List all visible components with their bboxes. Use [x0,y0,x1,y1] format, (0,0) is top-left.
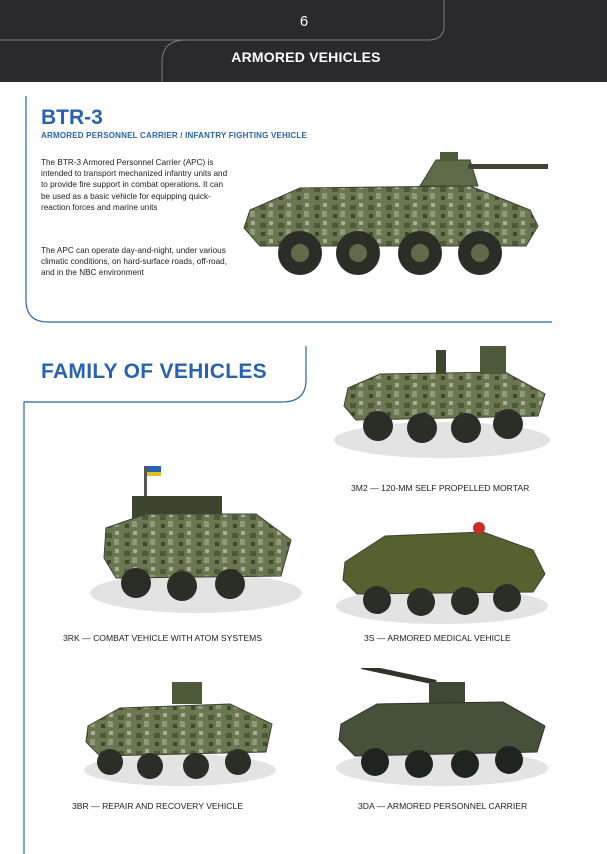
caption-mortar: 3M2 — 120-MM SELF PROPELLED MORTAR [351,483,530,493]
vehicle-title: BTR-3 [41,106,103,129]
vehicle-subtitle: ARMORED PERSONNEL CARRIER / INFANTRY FIGHTING VEHICLE [41,131,308,140]
caption-apc: 3DA — ARMORED PERSONNEL CARRIER [358,801,528,811]
caption-medical: 3S — ARMORED MEDICAL VEHICLE [364,633,511,643]
medical-vehicle-image [333,508,551,626]
description-paragraph-1: The BTR-3 Armored Personnel Carrier (APC) is intended to transport mechanized infantry units and to provide fire support in combat operations. It can be used as a basic vehicle for equipping quick-reaction forces and marine units [41,158,228,212]
section-title: ARMORED VEHICLES [231,49,381,65]
family-title: FAMILY OF VEHICLES [41,360,267,383]
combat-vehicle-image [86,458,306,618]
page-number: 6 [299,13,309,30]
btr3-vehicle-image [240,148,550,283]
caption-repair: 3BR — REPAIR AND RECOVERY VEHICLE [72,801,243,811]
mortar-vehicle-image [330,328,555,458]
caption-combat: 3RK — COMBAT VEHICLE WITH ATOM SYSTEMS [63,633,262,643]
description-paragraph-2: The APC can operate day-and-night, under various climatic conditions, on hard-surface roads, off-road, and in the NBC environment [41,246,227,278]
apc-vehicle-image [333,668,551,788]
repair-vehicle-image [80,676,280,788]
